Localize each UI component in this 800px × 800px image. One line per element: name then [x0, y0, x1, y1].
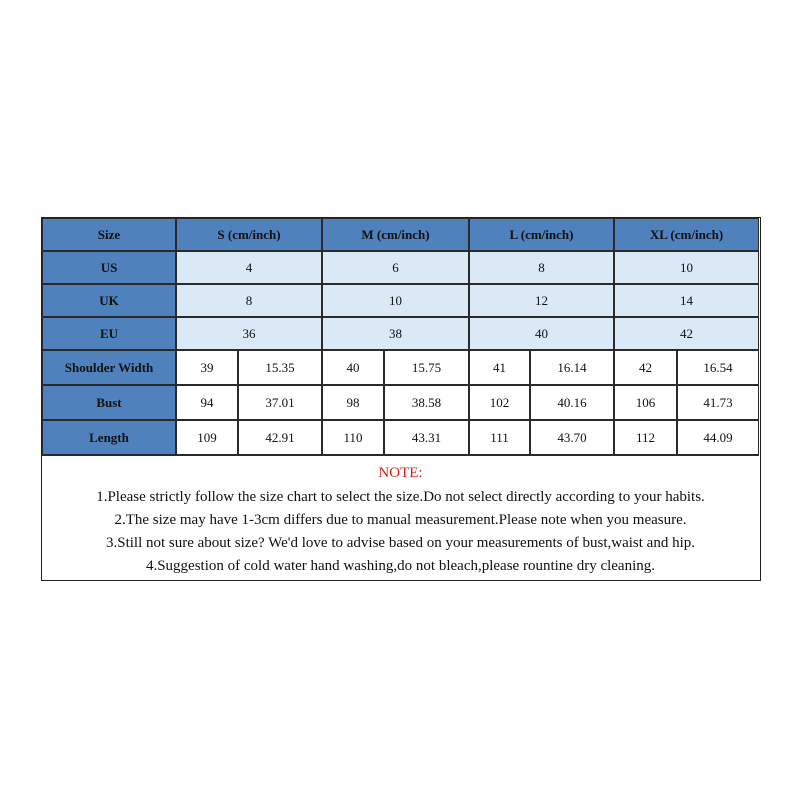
uk-m-value: 10	[322, 284, 469, 317]
us-xl-value: 10	[614, 251, 759, 284]
bust-xl-inch: 41.73	[677, 385, 759, 420]
length-m-inch: 43.31	[384, 420, 469, 455]
uk-xl-value: 14	[614, 284, 759, 317]
row-label-eu: EU	[42, 317, 176, 350]
row-label-bust: Bust	[42, 385, 176, 420]
length-m-cm: 110	[322, 420, 384, 455]
shoulder-l-inch: 16.14	[530, 350, 614, 385]
notes-section	[42, 455, 759, 579]
length-l-inch: 43.70	[530, 420, 614, 455]
shoulder-m-cm: 40	[322, 350, 384, 385]
length-xl-inch: 44.09	[677, 420, 759, 455]
row-label-length: Length	[42, 420, 176, 455]
us-m-value: 6	[322, 251, 469, 284]
length-s-inch: 42.91	[238, 420, 322, 455]
header-size-xl: XL (cm/inch)	[614, 218, 759, 251]
bust-s-inch: 37.01	[238, 385, 322, 420]
eu-m-value: 38	[322, 317, 469, 350]
uk-l-value: 12	[469, 284, 614, 317]
note-line-2: 2.The size may have 1-3cm differs due to manual measurement.Please note when you measure.	[114, 512, 687, 528]
header-size: Size	[42, 218, 176, 251]
size-chart-table	[41, 217, 761, 581]
bust-m-cm: 98	[322, 385, 384, 420]
bust-s-cm: 94	[176, 385, 238, 420]
shoulder-xl-inch: 16.54	[677, 350, 759, 385]
eu-xl-value: 42	[614, 317, 759, 350]
note-line-1: 1.Please strictly follow the size chart to select the size.Do not select directly according to your habits.	[96, 489, 705, 505]
length-l-cm: 111	[469, 420, 530, 455]
row-label-shoulder-width: Shoulder Width	[42, 350, 176, 385]
shoulder-s-cm: 39	[176, 350, 238, 385]
length-xl-cm: 112	[614, 420, 677, 455]
bust-l-inch: 40.16	[530, 385, 614, 420]
shoulder-m-inch: 15.75	[384, 350, 469, 385]
eu-l-value: 40	[469, 317, 614, 350]
header-size-l: L (cm/inch)	[469, 218, 614, 251]
note-line-3: 3.Still not sure about size? We'd love to advise based on your measurements of bust,waist and hip.	[105, 535, 696, 551]
row-label-uk: UK	[42, 284, 176, 317]
bust-m-inch: 38.58	[384, 385, 469, 420]
bust-xl-cm: 106	[614, 385, 677, 420]
note-title: NOTE:	[378, 465, 423, 481]
header-size-s: S (cm/inch)	[176, 218, 322, 251]
us-s-value: 4	[176, 251, 322, 284]
shoulder-l-cm: 41	[469, 350, 530, 385]
eu-s-value: 36	[176, 317, 322, 350]
shoulder-xl-cm: 42	[614, 350, 677, 385]
us-l-value: 8	[469, 251, 614, 284]
uk-s-value: 8	[176, 284, 322, 317]
length-s-cm: 109	[176, 420, 238, 455]
note-line-4: 4.Suggestion of cold water hand washing,do not bleach,please rountine dry cleaning.	[145, 558, 656, 574]
header-size-m: M (cm/inch)	[322, 218, 469, 251]
shoulder-s-inch: 15.35	[238, 350, 322, 385]
bust-l-cm: 102	[469, 385, 530, 420]
row-label-us: US	[42, 251, 176, 284]
